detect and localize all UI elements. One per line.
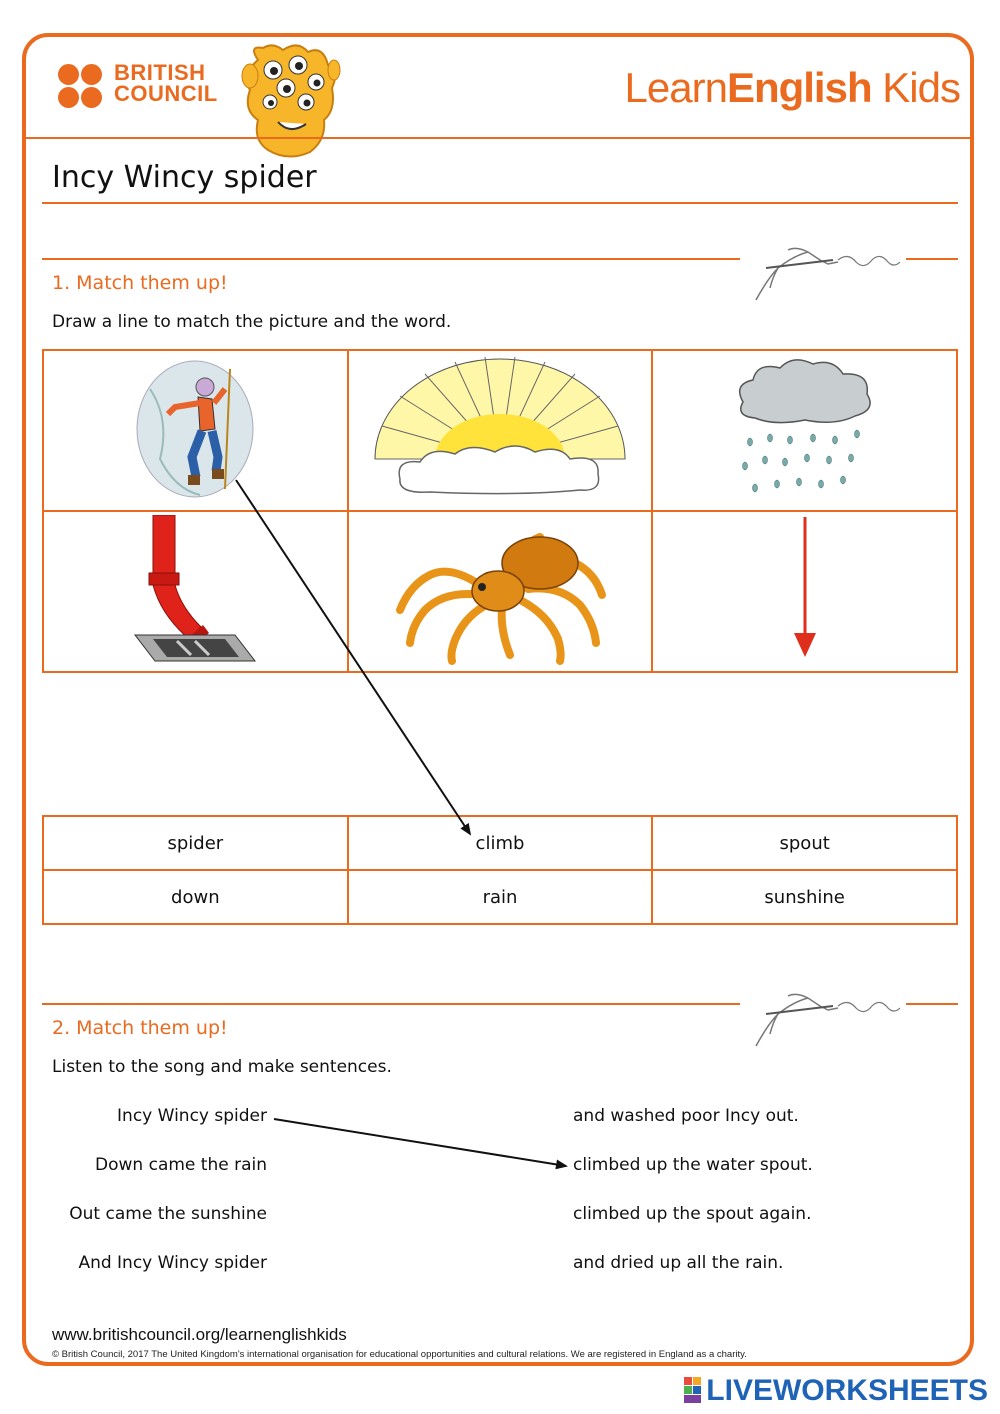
- section2-heading: 2. Match them up!: [52, 1017, 228, 1039]
- sentence-start[interactable]: Incy Wincy spider: [117, 1106, 267, 1126]
- sentence-end[interactable]: climbed up the water spout.: [573, 1155, 813, 1175]
- section1-instruction: Draw a line to match the picture and the word.: [52, 312, 452, 332]
- word-cell[interactable]: rain: [348, 870, 653, 924]
- monster-mascot-icon: [228, 40, 348, 160]
- sentence-start[interactable]: And Incy Wincy spider: [78, 1253, 267, 1273]
- sunshine-icon: [370, 354, 630, 504]
- bc-dots-icon: [58, 62, 106, 110]
- sentence-start[interactable]: Down came the rain: [95, 1155, 267, 1175]
- word-cell[interactable]: climb: [348, 816, 653, 870]
- picture-cell-down[interactable]: [652, 511, 957, 672]
- footer-url[interactable]: www.britishcouncil.org/learnenglishkids: [52, 1325, 347, 1344]
- writing-hand-icon: [748, 238, 908, 308]
- sentence-end[interactable]: and washed poor Incy out.: [573, 1106, 799, 1126]
- water-spout-icon: [125, 515, 265, 665]
- word-cell[interactable]: sunshine: [652, 870, 957, 924]
- picture-cell-spout[interactable]: [43, 511, 348, 672]
- learnenglish-kids-logo: LearnEnglish Kids: [624, 64, 960, 111]
- word-grid: [42, 815, 958, 925]
- section2-instruction: Listen to the song and make sentences.: [52, 1057, 392, 1077]
- spider-icon: [390, 515, 610, 665]
- bc-wordmark: BRITISH COUNCIL: [114, 60, 218, 106]
- picture-cell-climb[interactable]: [43, 350, 348, 511]
- sentence-end[interactable]: climbed up the spout again.: [573, 1204, 812, 1224]
- section1-heading: 1. Match them up!: [52, 272, 228, 294]
- sentence-start[interactable]: Out came the sunshine: [69, 1204, 267, 1224]
- header-divider: [26, 137, 974, 139]
- page-title: Incy Wincy spider: [52, 160, 317, 195]
- writing-hand-icon: [748, 984, 908, 1054]
- picture-cell-spider[interactable]: [348, 511, 653, 672]
- word-cell[interactable]: spout: [652, 816, 957, 870]
- section1-rule-end: [906, 258, 958, 260]
- liveworksheets-watermark: LIVEWORKSHEETS: [684, 1374, 988, 1408]
- title-underline: [42, 202, 958, 204]
- climber-icon: [130, 359, 260, 499]
- picture-cell-sunshine[interactable]: [348, 350, 653, 511]
- section2-rule-end: [906, 1003, 958, 1005]
- sentence-end[interactable]: and dried up all the rain.: [573, 1253, 784, 1273]
- rain-cloud-icon: [725, 354, 885, 504]
- footer-copyright: © British Council, 2017 The United Kingdom's international organisation for educational opportunities and cultural relations. We are registered in England as a charity.: [52, 1349, 747, 1360]
- word-cell[interactable]: down: [43, 870, 348, 924]
- word-cell[interactable]: spider: [43, 816, 348, 870]
- picture-cell-rain[interactable]: [652, 350, 957, 511]
- liveworksheets-logo-icon: [684, 1377, 702, 1403]
- picture-grid: [42, 349, 958, 673]
- section2-rule: [42, 1003, 740, 1005]
- down-arrow-icon: [785, 515, 825, 665]
- section1-rule: [42, 258, 740, 260]
